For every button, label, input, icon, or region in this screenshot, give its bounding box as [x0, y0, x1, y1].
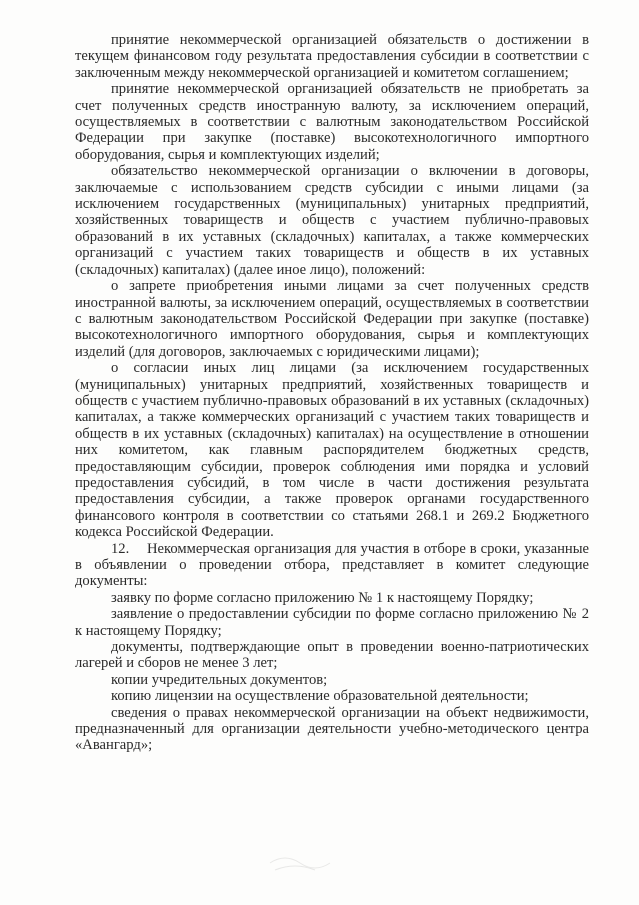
list-item: заявку по форме согласно приложению № 1 к настоящему Порядку; — [111, 589, 534, 606]
scan-smudge — [265, 848, 335, 878]
item-12-number: 12. — [111, 540, 130, 557]
paragraph-result-obligation: принятие некоммерческой организацией обязательств о достижении в текущем финансовом году результата предоставления субсидии в соответствии с заключенным между некоммерческой организацией и комитетом соглашением; — [75, 32, 589, 81]
list-item: копии учредительных документов; — [111, 671, 328, 688]
list-item: документы, подтверждающие опыт в проведении военно-патриотических лагерей и сборов не менее 3 лет; — [75, 639, 589, 672]
document-body — [75, 32, 589, 754]
list-item: заявление о предоставлении субсидии по форме согласно приложению № 2 к настоящему Порядку; — [75, 606, 589, 639]
item-12-text: Некоммерческая организация для участия в отборе в сроки, указанные в объявлении о проведении отбора, представляет в комитет следующие документы: — [75, 540, 589, 590]
item-12 — [75, 541, 589, 590]
paragraph-currency-ban: о запрете приобретения иными лицами за счет полученных средств иностранной валюты, за исключением операций, осуществляемых в соответствии с валютным законодательством Российской Федерации при закупке (поставке) высокотехнологичного импортного оборудования, сырья и комплектующих изделий (для договоров, заключаемых с юридическими лицами); — [75, 278, 589, 360]
paragraph-contract-obligation: обязательство некоммерческой организации о включении в договоры, заключаемые с использованием средств субсидии с иными лицами (за исключением государственных (муниципальных) унитарных предприятий, хозяйственных товариществ и обществ с участием публично-правовых образований в их уставных (складочных) капиталах, а также коммерческих организаций с участием таких товариществ и обществ в их уставных (складочных) капиталах) (далее иное лицо), положений: — [75, 163, 589, 278]
paragraph-consent: о согласии иных лиц лицами (за исключением государственных (муниципальных) унитарных предприятий, хозяйственных товариществ и обществ с участием публично-правовых образований в их уставных (складочных) капиталах, а также коммерческих организаций с участием таких товариществ и обществ в их уставных (складочных) капиталах) на осуществление в отношении них комитетом, как главным распорядителем бюджетных средств, предоставляющим субсидии, проверок соблюдения ими порядка и условий предоставления субсидий, в том числе в части достижения результата предоставления субсидии, а также проверок органами государственного финансового контроля в соответствии со статьями 268.1 и 269.2 Бюджетного кодекса Российской Федерации. — [75, 360, 589, 541]
list-item: копию лицензии на осуществление образовательной деятельности; — [111, 688, 529, 705]
paragraph-currency-obligation: принятие некоммерческой организацией обязательств не приобретать за счет полученных средств иностранную валюту, за исключением операций, осуществляемых в соответствии с валютным законодательством Российской Федерации при закупке (поставке) высокотехнологичного импортного оборудования, сырья и комплектующих изделий; — [75, 81, 589, 163]
list-item: сведения о правах некоммерческой организации на объект недвижимости, предназначенный для организации деятельности учебно-методического центра «Авангард»; — [75, 704, 589, 754]
